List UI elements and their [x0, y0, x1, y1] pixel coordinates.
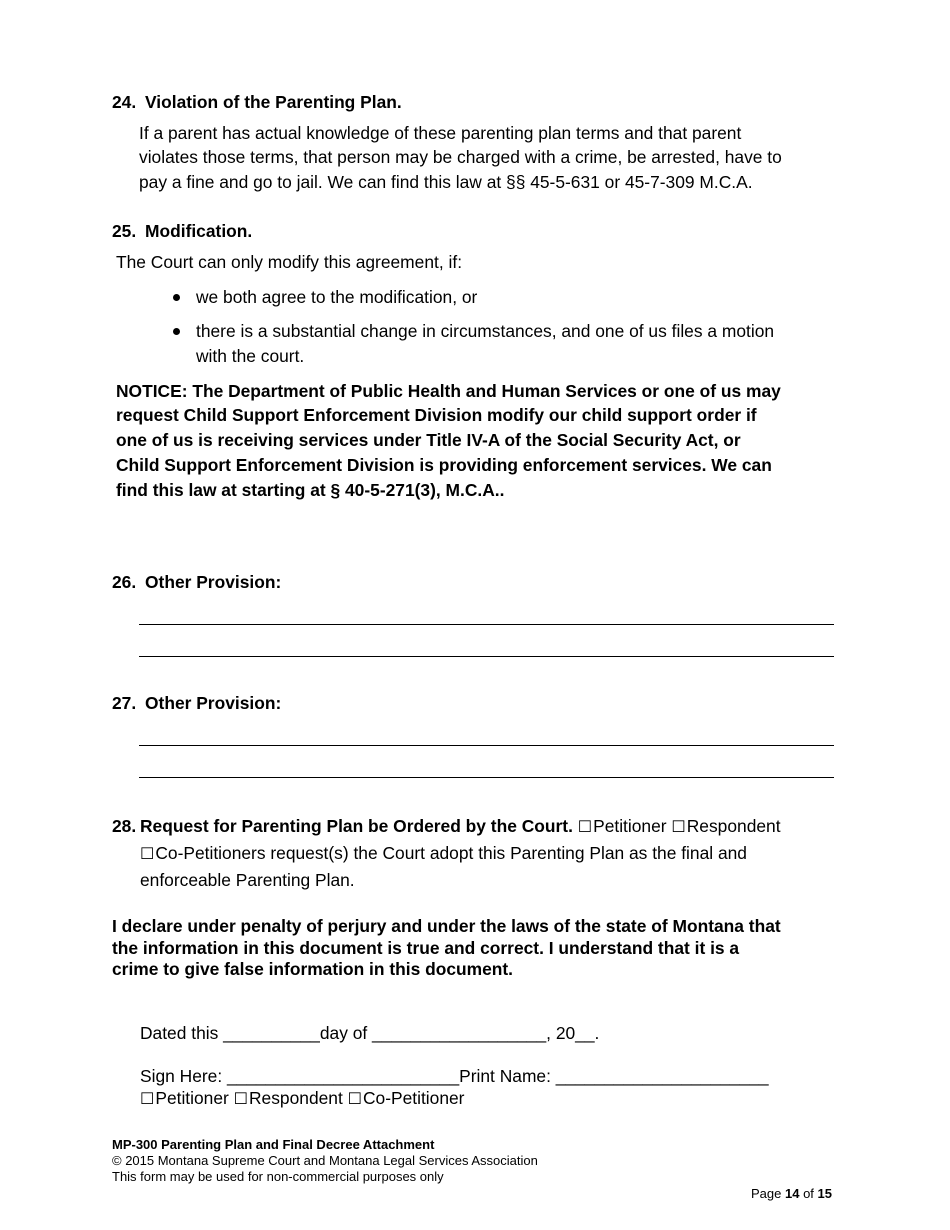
section-heading: Other Provision:	[145, 572, 282, 592]
checkbox-icon[interactable]: ☐	[140, 846, 155, 863]
section-text-line: If a parent has actual knowledge of these parenting plan terms and that parent	[139, 123, 742, 143]
checkbox-icon[interactable]: ☐	[140, 1091, 155, 1108]
option-co-petitioners: Co-Petitioners request(s) the Court adopt this Parenting Plan as the final and	[155, 843, 747, 863]
list-item: we both agree to the modification, or	[196, 287, 478, 307]
section-28-line-3: enforceable Parenting Plan.	[140, 870, 355, 890]
option-petitioner: Petitioner	[593, 816, 667, 836]
notice-line: one of us is receiving services under Title IV-A of the Social Security Act, or	[116, 430, 741, 450]
checkbox-icon[interactable]: ☐	[577, 819, 593, 836]
section-text-line: pay a fine and go to jail. We can find this law at §§ 45-5-631 or 45-7-309 M.C.A.	[139, 172, 753, 192]
list-item-continuation: with the court.	[196, 346, 305, 366]
notice-line: Child Support Enforcement Division is providing enforcement services. We can	[116, 455, 772, 475]
signer-role-options	[140, 1086, 464, 1113]
checkbox-icon[interactable]: ☐	[233, 1091, 248, 1108]
section-number: 25.	[112, 221, 137, 241]
provision-input-line[interactable]	[139, 745, 834, 746]
role-co-petitioner: Co-Petitioner	[362, 1088, 465, 1108]
provision-input-line[interactable]	[139, 777, 834, 778]
section-heading: Request for Parenting Plan be Ordered by the Court.	[140, 816, 573, 836]
notice-line: NOTICE: The Department of Public Health and Human Services or one of us may	[116, 381, 781, 401]
section-text-line: violates those terms, that person may be charged with a crime, be arrested, have to	[139, 147, 782, 167]
section-number: 27.	[112, 693, 137, 713]
section-heading: Violation of the Parenting Plan.	[145, 92, 402, 112]
bullet-icon	[173, 328, 180, 335]
section-number: 26.	[112, 572, 137, 592]
page-number: Page 14 of 15	[751, 1186, 832, 1201]
dated-line[interactable]: Dated this __________day of __________________, 20__.	[140, 1023, 600, 1043]
notice-line: find this law at starting at § 40-5-271(3), M.C.A..	[116, 480, 505, 500]
section-heading: Other Provision:	[145, 693, 282, 713]
bullet-icon	[173, 294, 180, 301]
section-number: 28.	[112, 816, 137, 836]
sign-here-line[interactable]: Sign Here: ________________________Print Name: ______________________	[140, 1066, 769, 1086]
section-heading: Modification.	[145, 221, 253, 241]
provision-input-line[interactable]	[139, 624, 834, 625]
role-respondent: Respondent	[249, 1088, 343, 1108]
form-title: MP-300 Parenting Plan and Final Decree Attachment	[112, 1137, 435, 1152]
section-28-line-1	[140, 814, 781, 841]
notice-line: request Child Support Enforcement Division modify our child support order if	[116, 405, 757, 425]
checkbox-icon[interactable]: ☐	[347, 1091, 362, 1108]
list-item: there is a substantial change in circumstances, and one of us files a motion	[196, 321, 775, 341]
declaration-line: the information in this document is true and correct. I understand that it is a	[112, 938, 740, 958]
provision-input-line[interactable]	[139, 656, 834, 657]
page-total: 15	[817, 1186, 832, 1201]
copyright: © 2015 Montana Supreme Court and Montana Legal Services Association	[112, 1153, 538, 1168]
section-intro: The Court can only modify this agreement, if:	[116, 252, 463, 272]
usage-note: This form may be used for non-commercial purposes only	[112, 1169, 444, 1184]
section-28-line-2	[140, 841, 747, 868]
declaration-line: I declare under penalty of perjury and under the laws of the state of Montana that	[112, 916, 781, 936]
option-respondent: Respondent	[686, 816, 781, 836]
checkbox-icon[interactable]: ☐	[671, 819, 686, 836]
page-current: 14	[784, 1186, 800, 1201]
declaration-line: crime to give false information in this document.	[112, 959, 514, 979]
role-petitioner: Petitioner	[155, 1088, 229, 1108]
section-number: 24.	[112, 92, 137, 112]
